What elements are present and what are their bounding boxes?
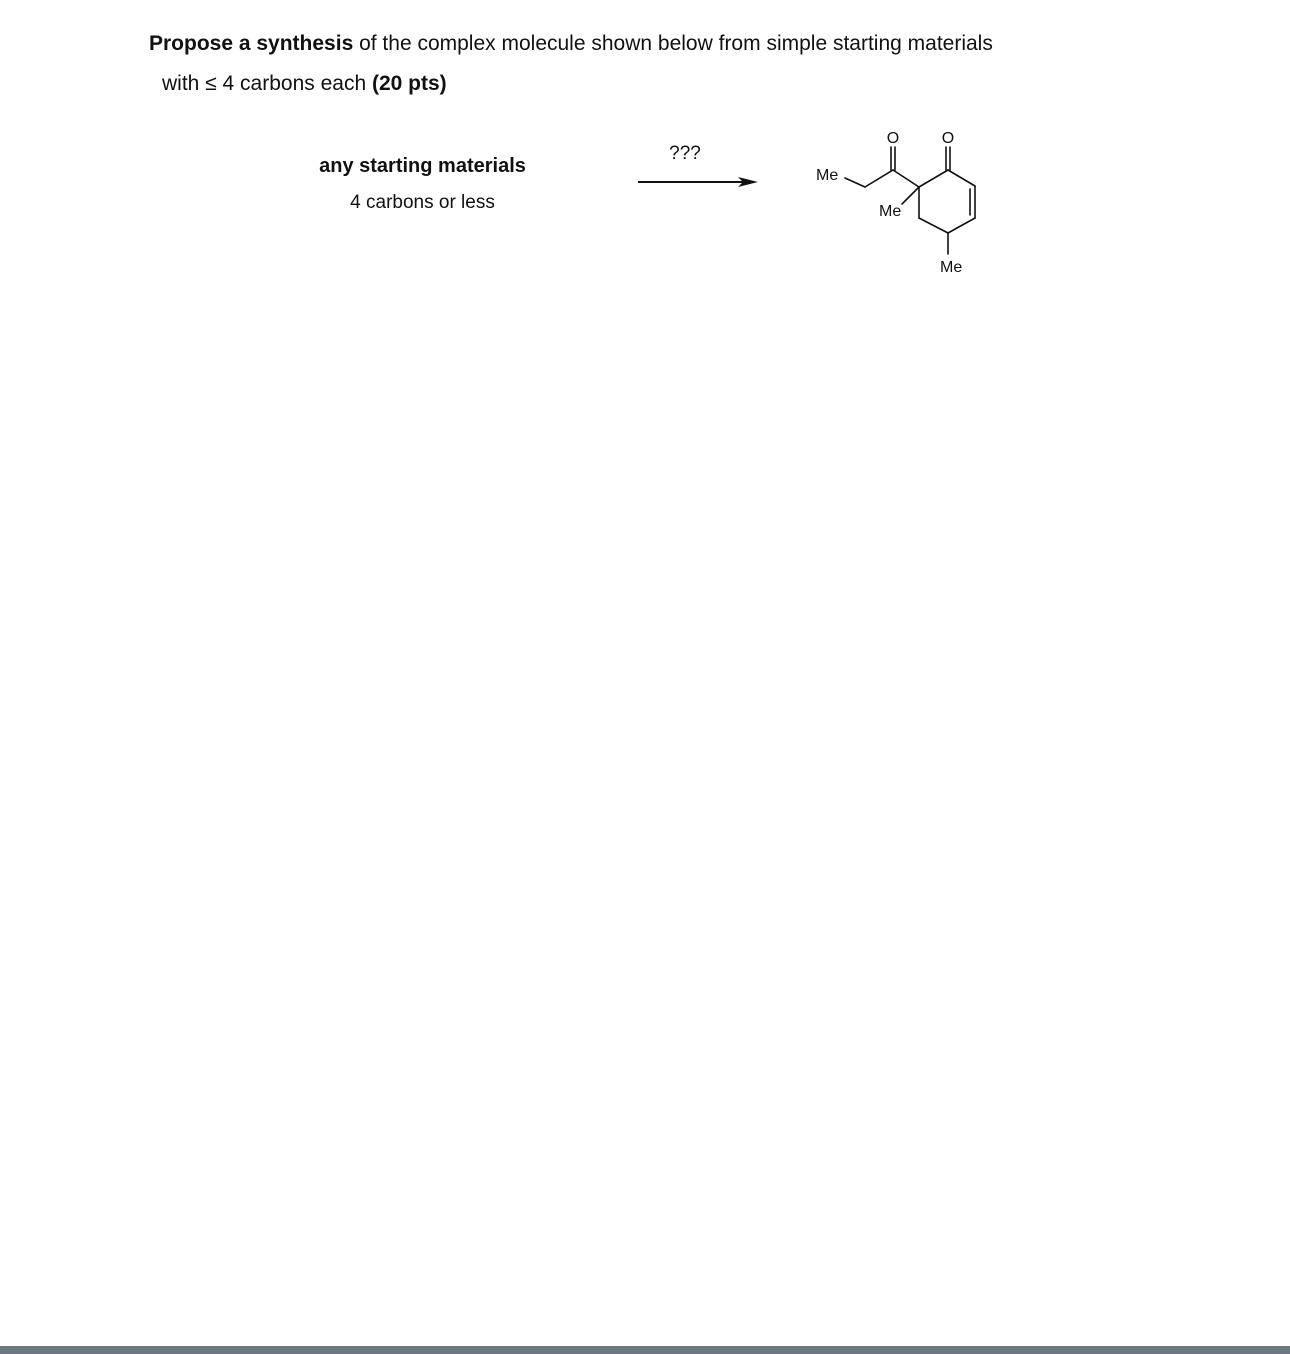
starting-materials-subtitle: 4 carbons or less — [350, 192, 495, 213]
bond-co-quat — [893, 170, 919, 187]
bond-quat-me — [902, 187, 919, 204]
question-rest: of the complex molecule shown below from simple starting materials — [353, 32, 993, 55]
bond-ring-2 — [948, 170, 975, 186]
question-points: (20 pts) — [371, 72, 447, 95]
bottom-bar — [0, 1346, 1290, 1354]
bond-ring-5 — [919, 218, 948, 233]
product-molecule — [805, 120, 995, 285]
oxygen-label-left: O — [886, 130, 900, 147]
question-constraint: with ≤ 4 carbons each — [162, 72, 372, 95]
bond-ch2-co — [865, 170, 893, 187]
methyl-label-quaternary: Me — [879, 203, 902, 220]
reagent-label: ??? — [669, 143, 701, 164]
question-bold-lead: Propose a synthesis — [149, 32, 354, 55]
bond-me-ch2 — [845, 178, 865, 187]
reaction-scheme — [0, 0, 1290, 320]
methyl-label-left: Me — [816, 167, 839, 184]
bond-ring-4 — [948, 218, 975, 233]
bond-ring-1 — [919, 170, 948, 187]
oxygen-label-right: O — [941, 130, 955, 147]
starting-materials-title: any starting materials — [319, 155, 526, 177]
methyl-label-bottom: Me — [940, 259, 963, 276]
reaction-arrow — [636, 172, 760, 192]
